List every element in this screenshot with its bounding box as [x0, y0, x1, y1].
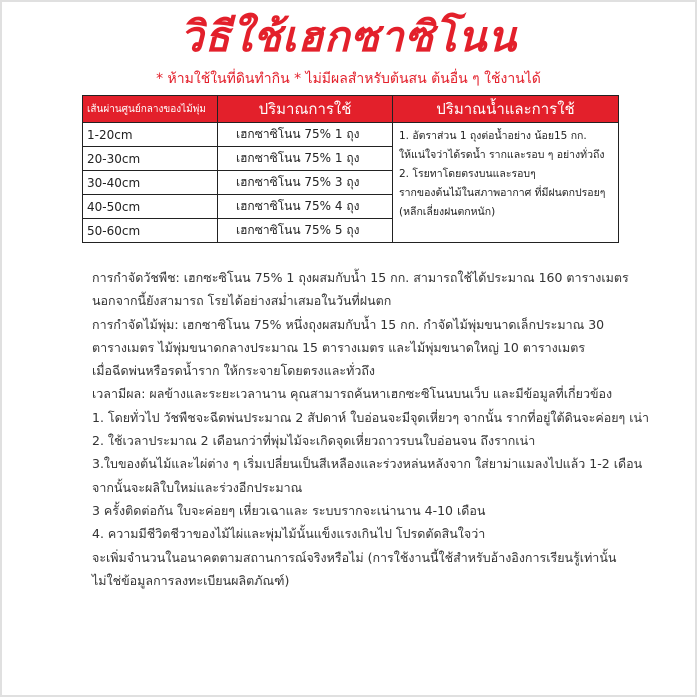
- instruction-line: จากนั้นจะผลิใบใหม่และร่วงอีกประมาณ: [92, 479, 303, 495]
- row-amount: เฮกซาซิโนน 75% 1 ถุง: [218, 147, 393, 171]
- row-size: 30-40cm: [83, 171, 218, 195]
- table-header-row: [83, 96, 619, 123]
- header-amount: ปริมาณการใช้: [218, 96, 393, 123]
- row-size: 40-50cm: [83, 195, 218, 219]
- dosage-table: [82, 95, 619, 243]
- instruction-line: จะเพิ่มจำนวนในอนาคตตามสถานการณ์จริงหรือไม่ (การใช้งานนี้ใช้สำหรับอ้างอิงการเรียนรู้เท่านั้น: [92, 549, 617, 565]
- row-amount: เฮกซาซิโนน 75% 4 ถุง: [218, 195, 393, 219]
- usage-note: (หลีกเลี่ยงฝนตกหนัก): [399, 206, 496, 218]
- instruction-line: เมื่อฉีดพ่นหรือรดน้ำราก ให้กระจายโดยตรงและทั่วถึง: [92, 363, 376, 379]
- instruction-line: การกำจัดวัชพืช: เฮกซะซิโนน 75% 1 ถุงผสมกับน้ำ 15 กก. สามารถใช้ได้ประมาณ 160 ตารางเมตร: [92, 270, 629, 285]
- instruction-line: 1. โดยทั่วไป วัชพืชจะฉีดพ่นประมาณ 2 สัปดาห์ ใบอ่อนจะมีจุดเหี่ยวๆ จากนั้น รากที่อยู่ใต้ดินจะค่อยๆ เน่า: [92, 409, 650, 425]
- instructions-body: [92, 266, 650, 592]
- instruction-line: ตารางเมตร ไม้พุ่มขนาดกลางประมาณ 15 ตารางเมตร และไม้พุ่มขนาดใหญ่ 10 ตารางเมตร: [92, 339, 586, 355]
- usage-note: 2. โรยทาโดยตรงบนและรอบๆ: [399, 168, 536, 180]
- row-size: 50-60cm: [83, 219, 218, 243]
- row-amount: เฮกซาซิโนน 75% 3 ถุง: [218, 171, 393, 195]
- instruction-line: การกำจัดไม้พุ่ม: เฮกซาซิโนน 75% หนึ่งถุงผสมกับน้ำ 15 กก. กำจัดไม้พุ่มขนาดเล็กประมาณ 30: [92, 316, 605, 332]
- instruction-line: 3.ใบของต้นไม้และไผ่ต่าง ๆ เริ่มเปลี่ยนเป็นสีเหลืองและร่วงหล่นหลังจาก ใส่ยาม่าแมลงไปแล้ว 1-2 เดือน: [92, 456, 643, 472]
- instruction-line: 3 ครั้งติดต่อกัน ใบจะค่อยๆ เหี่ยวเฉาและ ระบบรากจะเน่านาน 4-10 เดือน: [92, 502, 486, 518]
- row-amount: เฮกซาซิโนน 75% 1 ถุง: [218, 123, 393, 147]
- instruction-line: 4. ความมีชีวิตชีวาของไม้ไผ่และพุ่มไม้นั้นแข็งแรงเกินไป โปรดตัดสินใจว่า: [92, 526, 486, 542]
- warning-subtitle: * ห้ามใช้ในที่ดินทำกิน * ไม่มีผลสำหรับต้นสน ต้นอื่น ๆ ใช้งานได้: [156, 71, 541, 87]
- instruction-line: เวลามีผล: ผลข้างและระยะเวลานาน คุณสามารถค้นหาเฮกซะซิโนนบนเว็บ และมีข้อมูลที่เกี่ยวข้อง: [92, 386, 613, 402]
- row-amount: เฮกซาซิโนน 75% 5 ถุง: [218, 219, 393, 243]
- row-size: 1-20cm: [83, 123, 218, 147]
- row-size: 20-30cm: [83, 147, 218, 171]
- instruction-line: นอกจากนี้ยังสามารถ โรยได้อย่างสม่ำเสมอในวันที่ฝนตก: [92, 293, 392, 309]
- usage-note: รากของต้นไม้ในสภาพอากาศ ที่มีฝนตกปรอยๆ: [399, 187, 606, 199]
- page-title: วิธีใช้เฮกซาซิโนน: [179, 12, 518, 61]
- header-diameter: เส้นผ่านศูนย์กลางของไม้พุ่ม: [83, 96, 218, 123]
- instruction-line: 2. ใช้เวลาประมาณ 2 เดือนกว่าที่พุ่มไม้จะเกิดจุดเหี่ยวถาวรบนใบอ่อนจน ถึงรากเน่า: [92, 433, 536, 449]
- instruction-line: ไม่ใช่ข้อมูลการลงทะเบียนผลิตภัณฑ์): [92, 572, 290, 588]
- header-water-usage: ปริมาณน้ำและการใช้: [393, 96, 619, 123]
- usage-notes-cell: [393, 123, 619, 243]
- table-row: [83, 123, 619, 147]
- usage-note: 1. อัตราส่วน 1 ถุงต่อน้ำอย่าง น้อย15 กก.: [399, 130, 587, 142]
- usage-note: ให้แน่ใจว่าได้รดน้ำ รากและรอบ ๆ อย่างทั่วถึง: [399, 149, 605, 161]
